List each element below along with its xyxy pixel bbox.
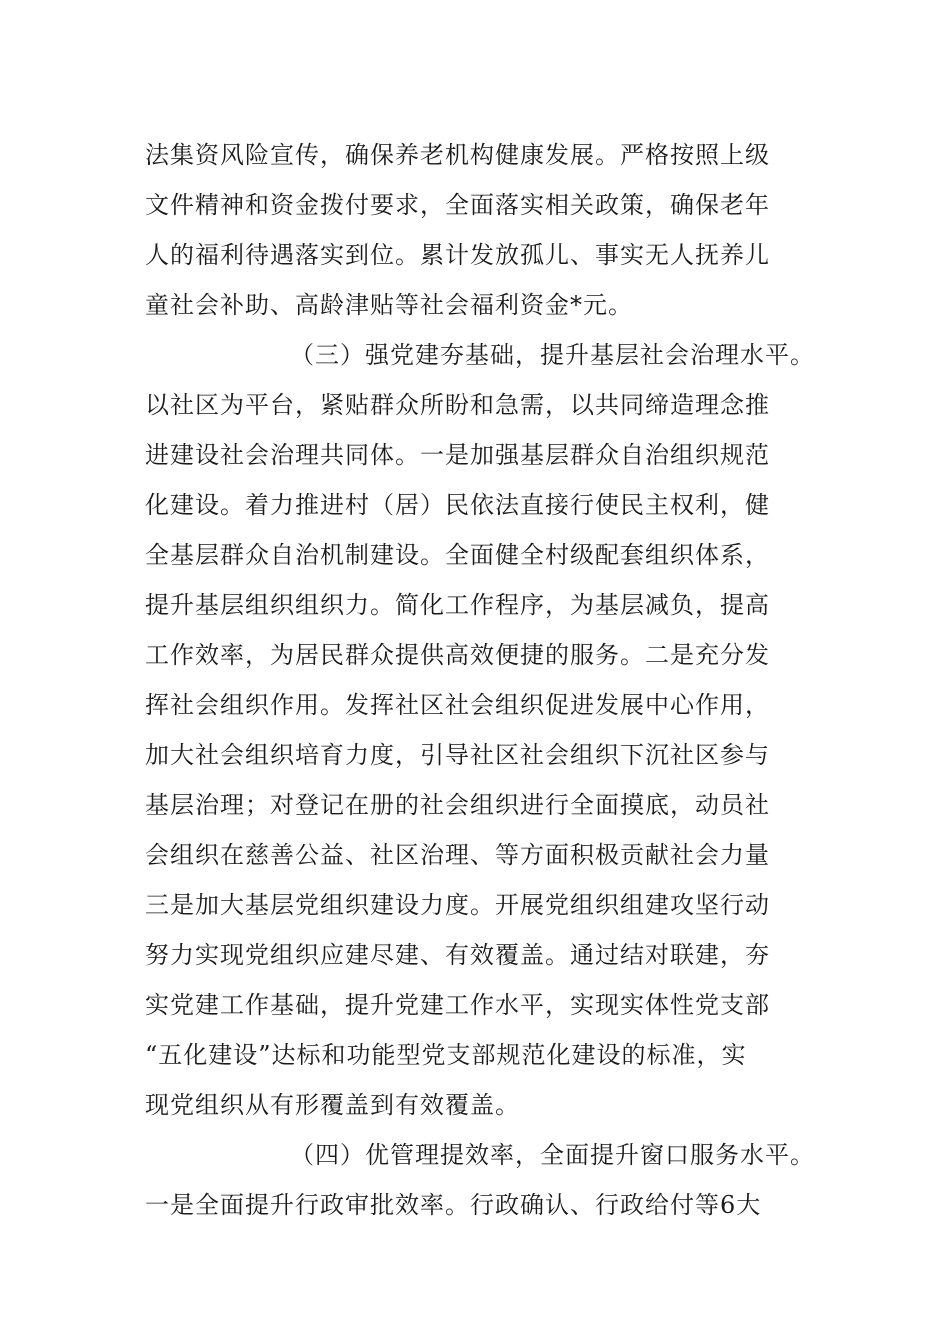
text-line: 实党建工作基础，提升党建工作水平，实现实体性党支部 [145, 991, 770, 1019]
text-line: 工作效率，为居民群众提供高效便捷的服务。二是充分发 [145, 641, 770, 669]
section-heading-4: （四）优管理提效率，全面提升窗口服务水平。 [290, 1141, 815, 1169]
text-line: 提升基层组织组织力。简化工作程序，为基层减负，提高 [145, 591, 770, 619]
text-line: 以社区为平台，紧贴群众所盼和急需，以共同缔造理念推 [145, 391, 770, 419]
text-line: 努力实现党组织应建尽建、有效覆盖。通过结对联建，夯 [145, 941, 770, 969]
text-line: 法集资风险宣传，确保养老机构健康发展。严格按照上级 [145, 141, 770, 169]
section-heading-3: （三）强党建夯基础，提升基层社会治理水平。 [290, 341, 815, 369]
text-line: “五化建设”达标和功能型党支部规范化建设的标准，实 [145, 1041, 747, 1069]
text-line: 一是全面提升行政审批效率。行政确认、行政给付等6大 [145, 1191, 762, 1219]
text-line: 基层治理；对登记在册的社会组织进行全面摸底，动员社 [145, 791, 770, 819]
text-line: 现党组织从有形覆盖到有效覆盖。 [145, 1091, 520, 1119]
text-line: 童社会补助、高龄津贴等社会福利资金*元。 [145, 291, 633, 319]
text-line: 进建设社会治理共同体。一是加强基层群众自治组织规范 [145, 441, 770, 469]
text-line: 三是加大基层党组织建设力度。开展党组织组建攻坚行动 [145, 891, 770, 919]
body-text [145, 130, 845, 1230]
text-line: 会组织在慈善公益、社区治理、等方面积极贡献社会力量 [145, 841, 770, 869]
text-line: 全基层群众自治机制建设。全面健全村级配套组织体系， [145, 541, 770, 569]
text-line: 化建设。着力推进村（居）民依法直接行使民主权利，健 [145, 491, 770, 519]
text-line: 挥社会组织作用。发挥社区社会组织促进发展中心作用， [145, 691, 770, 719]
text-line: 加大社会组织培育力度，引导社区社会组织下沉社区参与 [145, 741, 770, 769]
text-line: 人的福利待遇落实到位。累计发放孤儿、事实无人抚养儿 [145, 241, 770, 269]
text-line: 文件精神和资金拨付要求，全面落实相关政策，确保老年 [145, 191, 770, 219]
